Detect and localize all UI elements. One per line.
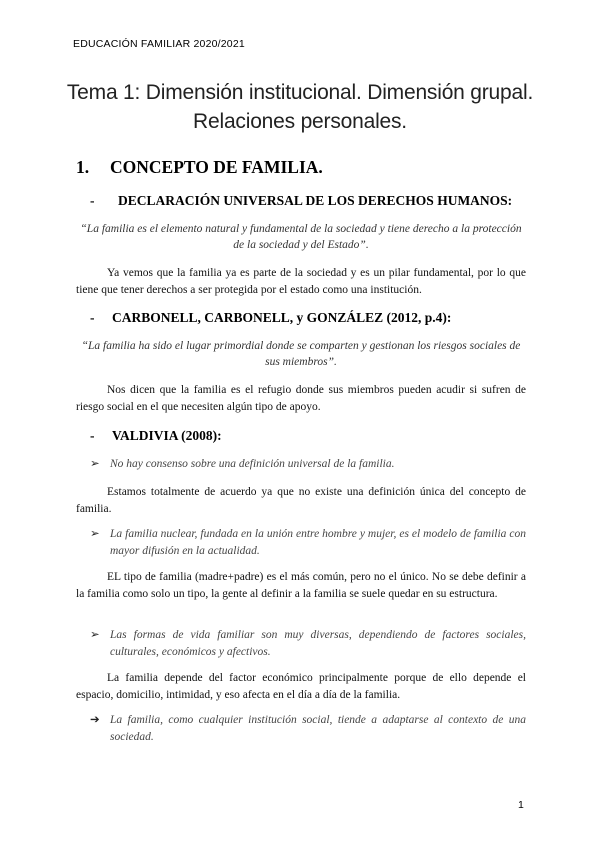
section-number: 1. [76,157,90,177]
bullet-text: Las formas de vida familiar son muy diversas, dependiendo de factores sociales, culturales, económicos y afectivos. [110,629,526,658]
dash-marker: - [90,193,95,208]
bullet-item-adaptarse [90,712,526,745]
section-heading [76,157,323,178]
page-number: 1 [518,799,524,811]
bullet-text: La familia, como cualquier institución social, tiende a adaptarse al contexto de una sociedad. [110,714,526,743]
arrowhead-bullet-icon: ➢ [90,528,100,540]
arrowhead-bullet-icon: ➢ [90,458,100,470]
bullet-item-nuclear [90,526,526,559]
paragraph-carbonell: Nos dicen que la familia es el refugio donde sus miembros pueden acudir si sufren de riesgo social en el que necesiten algún tipo de apoyo. [76,384,526,413]
subsection-title: VALDIVIA (2008): [112,428,222,443]
paragraph-valdivia-3: La familia depende del factor económico principalmente porque de ello depende el espacio, domicilio, intimidad, y eso afecta en el día a día de la familia. [76,672,526,701]
paragraph-declaracion: Ya vemos que la familia ya es parte de la sociedad y es un pilar fundamental, por lo que tiene que tener derechos a ser protegida por el estado como una institución. [76,267,526,296]
bullet-text: La familia nuclear, fundada en la unión entre hombre y mujer, es el modelo de familia con mayor difusión en la actualidad. [110,528,526,557]
dash-marker: - [90,310,95,325]
title-line-2: Relaciones personales. [193,110,407,133]
subsection-heading-valdivia [90,428,222,444]
bullet-item-formas [90,627,526,660]
dash-marker: - [90,428,95,443]
paragraph-valdivia-2: EL tipo de familia (madre+padre) es el más común, pero no el único. No se debe definir a la familia como solo un tipo, la gente al definir a la familia se suele quedar en su estructura. [76,571,526,600]
quote-declaracion: “La familia es el elemento natural y fundamental de la sociedad y tiene derecho a la protección de la sociedad y del Estado”. [80,223,522,251]
subsection-title: DECLARACIÓN UNIVERSAL DE LOS DERECHOS HUMANOS: [118,193,513,208]
subsection-title: CARBONELL, CARBONELL, y GONZÁLEZ (2012, p.4): [112,310,452,325]
arrowhead-bullet-icon: ➢ [90,629,100,641]
page-header: EDUCACIÓN FAMILIAR 2020/2021 [73,38,245,50]
quote-carbonell: “La familia ha sido el lugar primordial donde se comparten y gestionan los riesgos sociales de sus miembros”. [81,340,521,368]
bullet-text: No hay consenso sobre una definición universal de la familia. [110,458,395,470]
section-title: CONCEPTO DE FAMILIA. [110,157,323,177]
document-title [60,78,540,136]
paragraph-valdivia-1: Estamos totalmente de acuerdo ya que no existe una definición única del concepto de familia. [76,486,526,515]
bullet-item-consenso [90,456,526,473]
arrow-bullet-icon: ➔ [90,714,100,726]
subsection-heading-declaracion [90,193,512,209]
subsection-heading-carbonell [90,310,451,326]
title-line-1: Tema 1: Dimensión institucional. Dimensión grupal. [66,81,534,104]
